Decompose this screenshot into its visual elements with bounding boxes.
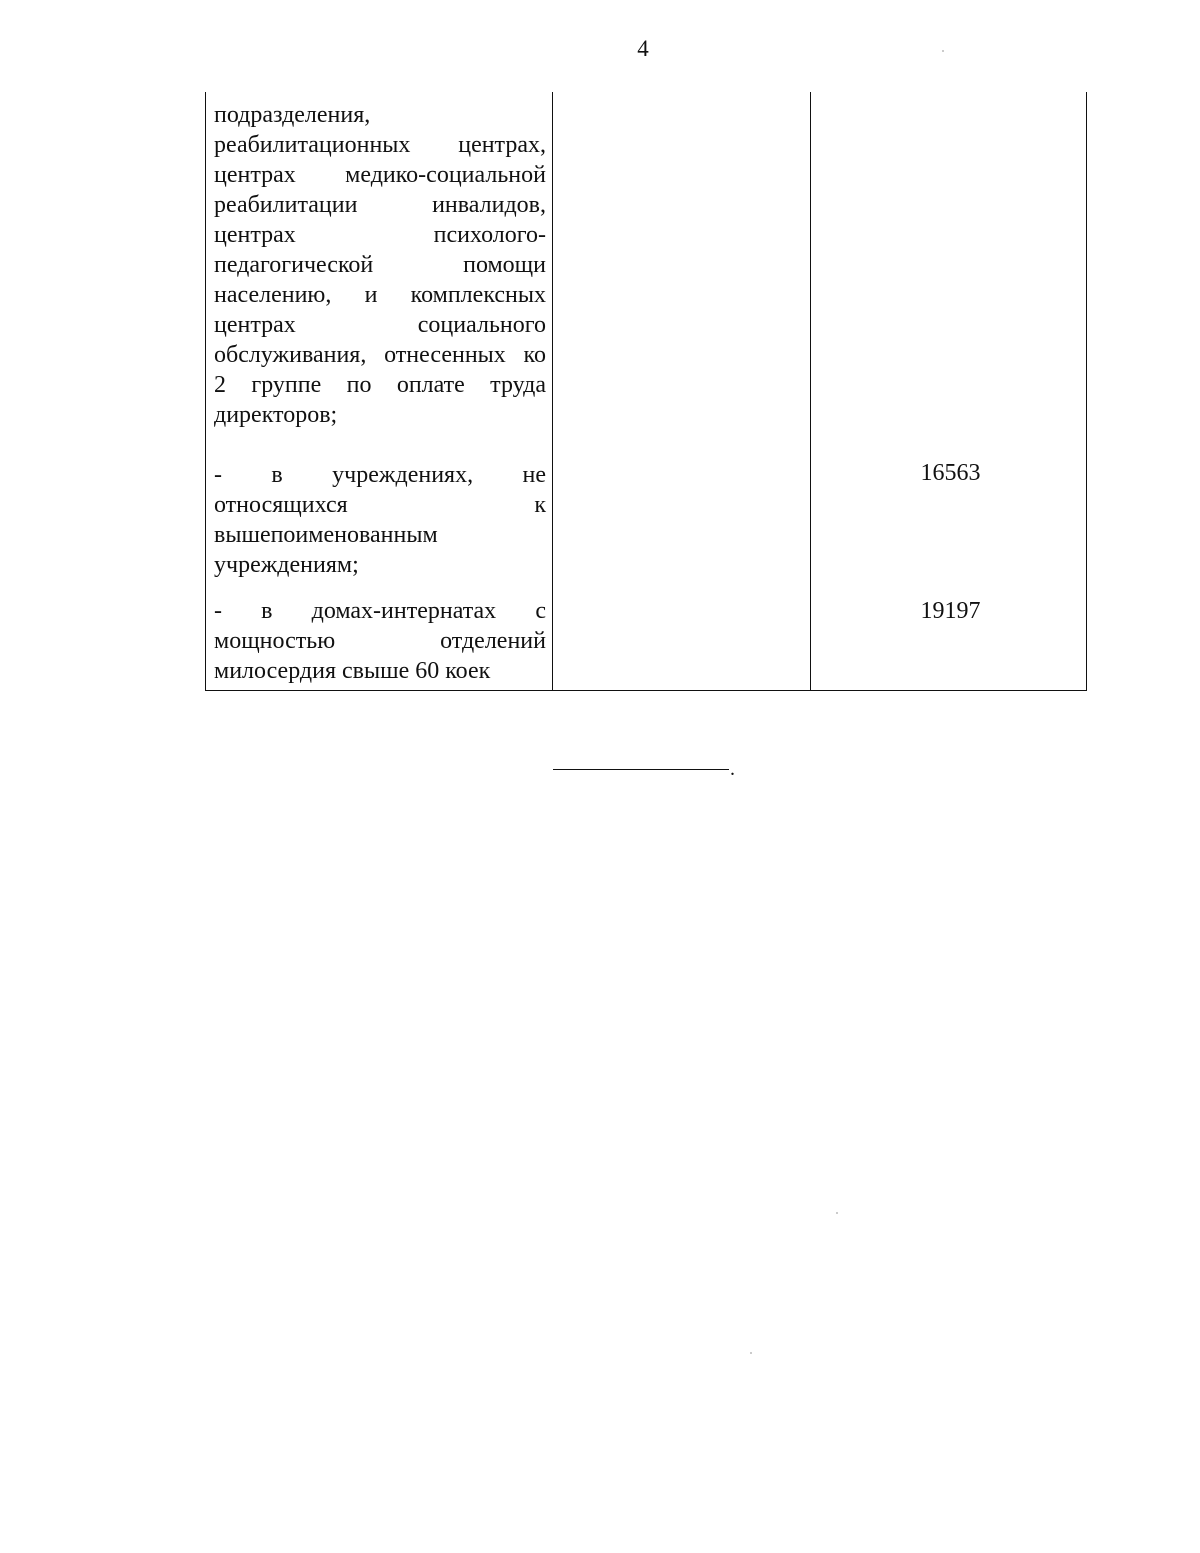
description-line: обслуживания, отнесенных ко — [214, 342, 546, 368]
description-line: относящихся к — [214, 492, 546, 518]
end-of-document-mark: . — [730, 758, 735, 780]
description-line: мощностью отделений — [214, 628, 546, 654]
description-line: - в учреждениях, не — [214, 462, 546, 488]
description-cell — [206, 592, 553, 691]
description-line: населению, и комплексных — [214, 282, 546, 308]
description-line: педагогической помощи — [214, 252, 546, 278]
description-line: центрах психолого- — [214, 222, 546, 248]
description-line: реабилитации инвалидов, — [214, 192, 546, 218]
scan-speck — [942, 50, 944, 52]
description-line: - в домах-интернатах с — [214, 598, 546, 624]
description-cell — [206, 452, 553, 592]
description-line: 2 группе по оплате труда — [214, 372, 546, 398]
table-row — [206, 92, 1087, 452]
description-line: вышепоименованным — [214, 522, 438, 548]
description-line: подразделения, — [214, 102, 371, 128]
description-line: реабилитационных центрах, — [214, 132, 546, 158]
salary-table — [205, 92, 1087, 691]
description-line: милосердия свыше 60 коек — [214, 658, 491, 684]
scan-speck — [750, 1352, 752, 1354]
description-cell — [206, 92, 553, 452]
description-line: центрах медико-социальной — [214, 162, 546, 188]
scan-speck — [836, 1212, 838, 1214]
page-number: 4 — [637, 36, 649, 61]
amount-value: 16563 — [920, 460, 981, 486]
table-row — [206, 592, 1087, 691]
description-line: директоров; — [214, 402, 338, 428]
end-of-document-rule — [553, 769, 729, 770]
description-line: учреждениям; — [214, 552, 359, 578]
table-row — [206, 452, 1087, 592]
amount-value: 19197 — [920, 598, 981, 624]
middle-cell — [553, 92, 811, 452]
description-line: центрах социального — [214, 312, 546, 338]
middle-cell — [553, 452, 811, 592]
middle-cell — [553, 592, 811, 691]
amount-cell — [811, 452, 1087, 592]
amount-cell — [811, 92, 1087, 452]
amount-cell — [811, 592, 1087, 691]
